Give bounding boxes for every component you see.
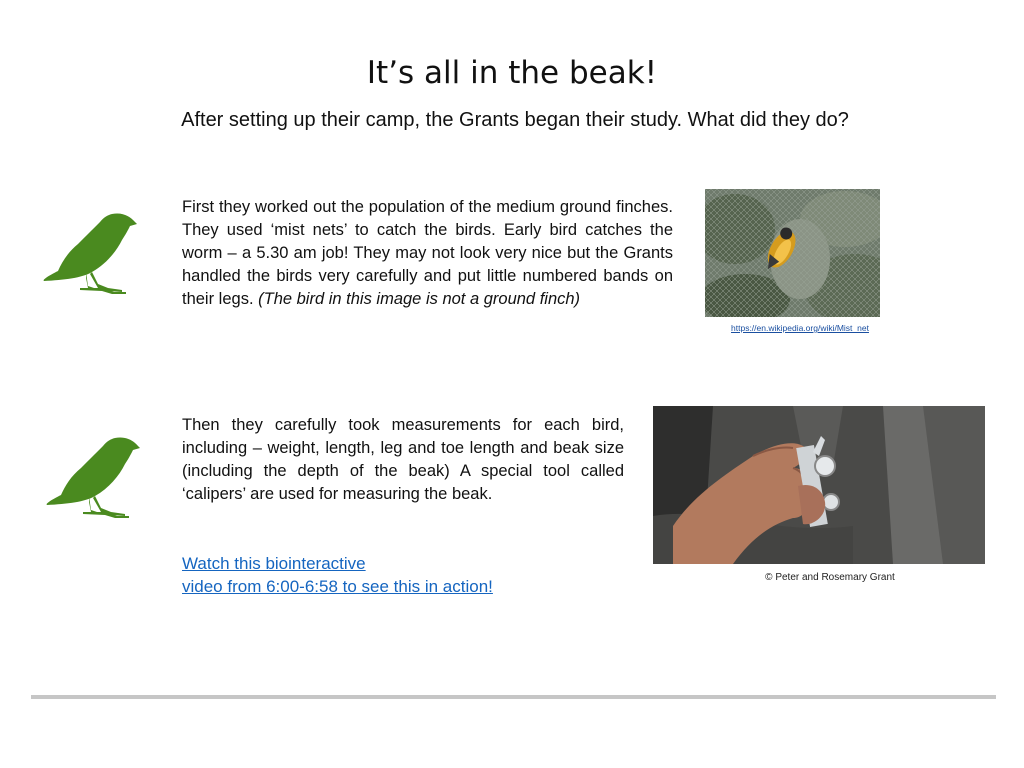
finch-silhouette-icon [45,432,140,520]
slide-subtitle: After setting up their camp, the Grants began their study. What did they do? [181,109,849,131]
measurements-paragraph: Then they carefully took measurements for each bird, including – weight, length, leg and toe length and beak size (including the depth of the beak) A special tool called ‘calipers’ are used for measuring the beak. [182,416,624,503]
mist-net-bird-photo [705,189,880,317]
photo-credit: © Peter and Rosemary Grant [765,572,895,583]
video-link-line2[interactable]: video from 6:00-6:58 to see this in action! [182,577,493,596]
finch-silhouette-icon [42,208,137,296]
calipers-measurement-photo [653,406,985,564]
slide-title: It’s all in the beak! [366,55,658,91]
video-link-line1[interactable]: Watch this biointeractive [182,554,366,573]
footer-divider [31,695,996,699]
population-paragraph [182,196,673,311]
biointeractive-video-link[interactable] [182,552,493,598]
bird-image-note: (The bird in this image is not a ground finch) [258,290,581,308]
population-text: First they worked out the population of the medium ground finches. They used ‘mist nets’ to catch the birds. Early bird catches the worm – a 5.30 am job! They may not look very nice but the Grants handled the birds very carefully and put little numbered bands on their legs. [182,198,673,308]
mist-net-source-link[interactable]: https://en.wikipedia.org/wiki/Mist_net [731,323,869,333]
